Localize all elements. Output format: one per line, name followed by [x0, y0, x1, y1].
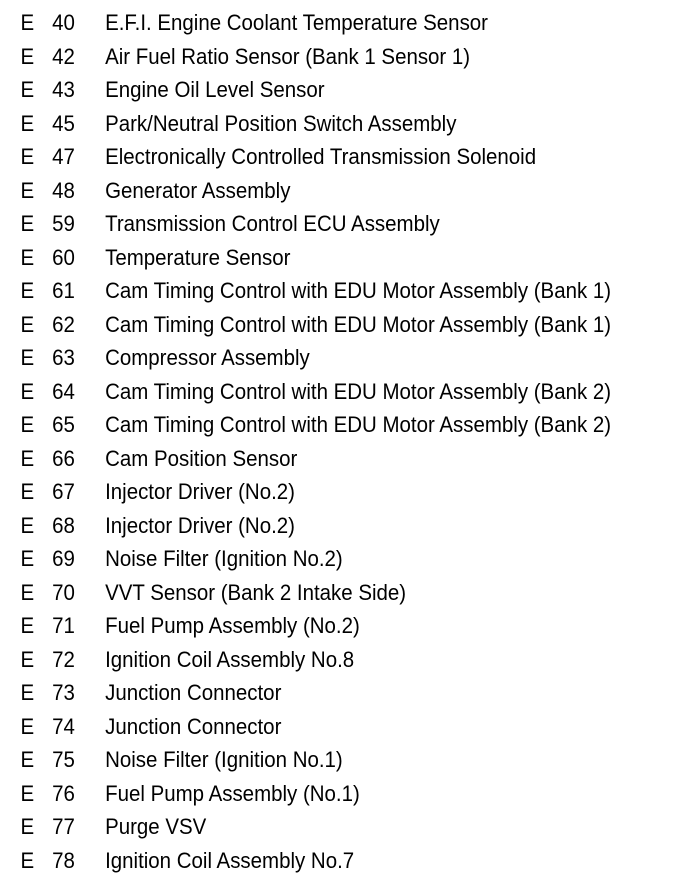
- connector-number: 72: [52, 646, 75, 672]
- connector-number: 63: [52, 345, 75, 370]
- connector-name: Electronically Controlled Transmission Solenoid: [105, 144, 537, 169]
- connector-number: 62: [52, 311, 75, 337]
- list-item: [0, 341, 640, 375]
- connector-name: E.F.I. Engine Coolant Temperature Sensor: [105, 10, 488, 35]
- list-item: [0, 241, 640, 275]
- connector-prefix: E: [20, 244, 35, 270]
- list-item: [0, 609, 640, 643]
- connector-prefix: E: [20, 110, 35, 136]
- connector-number: 76: [52, 780, 75, 806]
- connector-name: Cam Timing Control with EDU Motor Assembly (Bank 1): [105, 311, 612, 337]
- connector-list: [0, 6, 688, 877]
- connector-prefix: E: [20, 847, 35, 873]
- connector-name: Transmission Control ECU Assembly: [105, 211, 440, 236]
- list-item: [0, 743, 640, 777]
- list-item: [0, 140, 640, 174]
- connector-number: 64: [52, 378, 75, 404]
- connector-number: 65: [52, 412, 75, 437]
- connector-number: 42: [52, 43, 75, 69]
- list-item: [0, 710, 640, 744]
- connector-prefix: E: [20, 278, 35, 303]
- connector-prefix: E: [20, 646, 35, 672]
- connector-prefix: E: [20, 177, 35, 203]
- connector-prefix: E: [20, 713, 35, 739]
- connector-name: Cam Timing Control with EDU Motor Assembly (Bank 2): [105, 412, 612, 437]
- connector-name: VVT Sensor (Bank 2 Intake Side): [105, 579, 407, 605]
- connector-prefix: E: [20, 43, 35, 69]
- connector-name: Ignition Coil Assembly No.7: [105, 847, 355, 873]
- connector-name: Fuel Pump Assembly (No.1): [105, 780, 360, 806]
- connector-number: 66: [52, 445, 75, 471]
- connector-name: Noise Filter (Ignition No.2): [105, 546, 343, 571]
- connector-name: Noise Filter (Ignition No.1): [105, 747, 343, 772]
- list-item: [0, 844, 640, 878]
- connector-number: 68: [52, 512, 75, 538]
- connector-name: Park/Neutral Position Switch Assembly: [105, 110, 457, 136]
- connector-number: 77: [52, 814, 75, 839]
- connector-name: Temperature Sensor: [105, 244, 291, 270]
- connector-prefix: E: [20, 780, 35, 806]
- connector-number: 75: [52, 747, 75, 772]
- connector-name: Generator Assembly: [105, 177, 291, 203]
- connector-number: 61: [52, 278, 75, 303]
- connector-prefix: E: [20, 10, 35, 35]
- connector-name: Engine Oil Level Sensor: [105, 77, 325, 102]
- connector-name: Fuel Pump Assembly (No.2): [105, 613, 360, 638]
- connector-prefix: E: [20, 412, 35, 437]
- connector-prefix: E: [20, 747, 35, 772]
- connector-prefix: E: [20, 345, 35, 370]
- list-item: [0, 174, 640, 208]
- list-item: [0, 643, 640, 677]
- connector-number: 48: [52, 177, 75, 203]
- connector-number: 45: [52, 110, 75, 136]
- connector-number: 59: [52, 211, 75, 236]
- list-item: [0, 676, 640, 710]
- connector-name: Air Fuel Ratio Sensor (Bank 1 Sensor 1): [105, 43, 471, 69]
- connector-prefix: E: [20, 579, 35, 605]
- connector-prefix: E: [20, 445, 35, 471]
- connector-name: Cam Timing Control with EDU Motor Assembly (Bank 1): [105, 278, 612, 303]
- connector-name: Purge VSV: [105, 814, 207, 839]
- connector-prefix: E: [20, 311, 35, 337]
- connector-number: 47: [52, 144, 75, 169]
- connector-name: Compressor Assembly: [105, 345, 310, 370]
- list-item: [0, 576, 640, 610]
- connector-number: 71: [52, 613, 75, 638]
- connector-prefix: E: [20, 814, 35, 839]
- connector-number: 40: [52, 10, 75, 35]
- connector-name: Ignition Coil Assembly No.8: [105, 646, 355, 672]
- connector-number: 67: [52, 479, 75, 504]
- connector-name: Cam Timing Control with EDU Motor Assembly (Bank 2): [105, 378, 612, 404]
- list-item: [0, 475, 640, 509]
- connector-prefix: E: [20, 613, 35, 638]
- list-item: [0, 73, 640, 107]
- list-item: [0, 207, 640, 241]
- connector-prefix: E: [20, 512, 35, 538]
- connector-name: Cam Position Sensor: [105, 445, 298, 471]
- list-item: [0, 107, 640, 141]
- connector-prefix: E: [20, 211, 35, 236]
- connector-number: 74: [52, 713, 75, 739]
- connector-number: 60: [52, 244, 75, 270]
- list-item: [0, 542, 640, 576]
- list-item: [0, 6, 640, 40]
- connector-number: 69: [52, 546, 75, 571]
- connector-number: 78: [52, 847, 75, 873]
- connector-prefix: E: [20, 378, 35, 404]
- list-item: [0, 810, 640, 844]
- connector-prefix: E: [20, 680, 35, 705]
- connector-number: 70: [52, 579, 75, 605]
- connector-number: 73: [52, 680, 75, 705]
- connector-name: Injector Driver (No.2): [105, 479, 295, 504]
- connector-prefix: E: [20, 77, 35, 102]
- list-item: [0, 375, 640, 409]
- connector-prefix: E: [20, 479, 35, 504]
- connector-name: Injector Driver (No.2): [105, 512, 295, 538]
- list-item: [0, 408, 640, 442]
- connector-name: Junction Connector: [105, 713, 282, 739]
- list-item: [0, 442, 640, 476]
- connector-name: Junction Connector: [105, 680, 282, 705]
- connector-prefix: E: [20, 546, 35, 571]
- list-item: [0, 777, 640, 811]
- list-item: [0, 274, 640, 308]
- list-item: [0, 308, 640, 342]
- connector-number: 43: [52, 77, 75, 102]
- list-item: [0, 40, 640, 74]
- connector-prefix: E: [20, 144, 35, 169]
- list-item: [0, 509, 640, 543]
